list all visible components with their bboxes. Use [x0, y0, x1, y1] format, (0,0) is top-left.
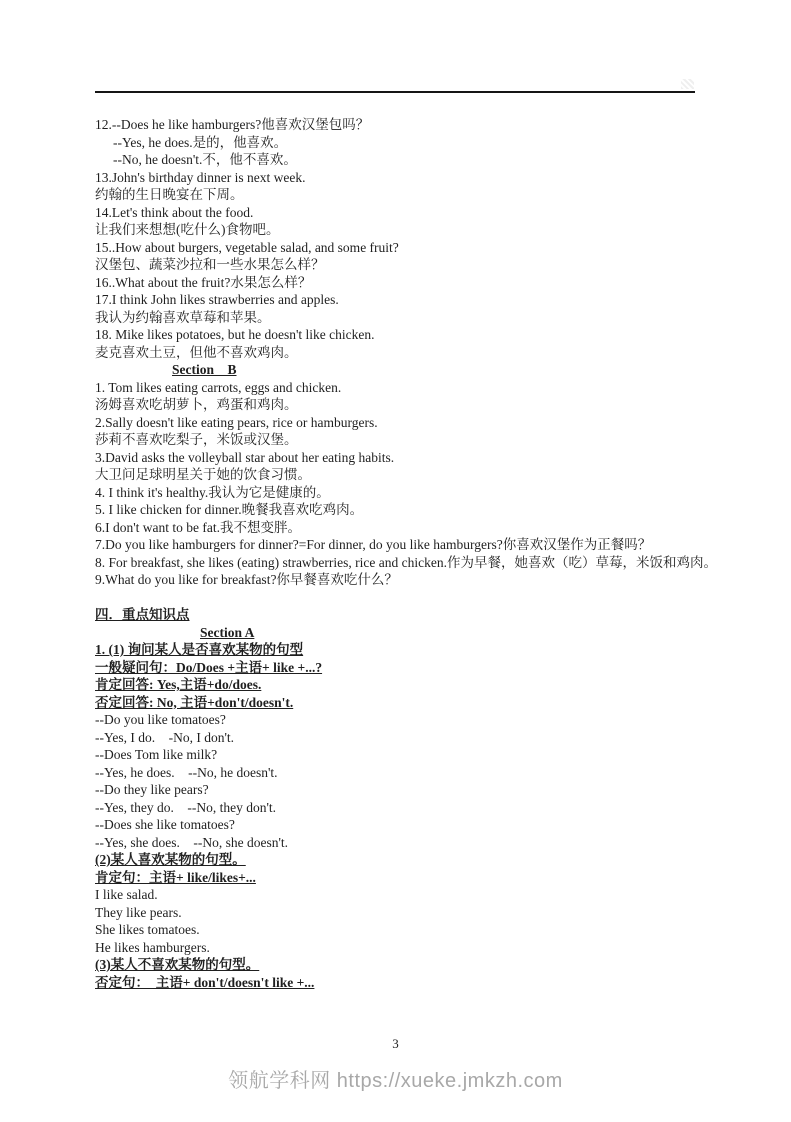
doc-line: 13.John's birthday dinner is next week.: [95, 169, 306, 185]
doc-line: 肯定回答: Yes,主语+do/does.: [95, 677, 262, 692]
doc-line: --Do you like tomatoes?: [95, 712, 226, 727]
doc-line: 9.What do you like for breakfast?你早餐喜欢吃什么？: [95, 572, 398, 587]
doc-line: 14.Let's think about the food.: [95, 204, 254, 220]
doc-line: --Does she like tomatoes?: [95, 817, 235, 832]
doc-line: 麦克喜欢土豆，但他不喜欢鸡肉。: [95, 344, 298, 360]
doc-line: 4. I think it's healthy.我认为它是健康的。: [95, 484, 330, 500]
watermark: 领航学科网 https://xueke.jmkzh.com: [228, 1070, 563, 1092]
doc-line: 大卫问足球明星关于她的饮食习惯。: [95, 467, 311, 482]
doc-line: 12.--Does he like hamburgers?他喜欢汉堡包吗？: [95, 117, 370, 132]
doc-line: 16..What about the fruit?水果怎么样？: [95, 274, 312, 290]
scan-artifact: [681, 79, 694, 89]
page-number: 3: [392, 1036, 399, 1051]
doc-line: 8. For breakfast, she likes (eating) strawberries, rice and chicken.作为早餐，她喜欢（吃）草莓，米饭和鸡肉。: [95, 554, 717, 570]
doc-line: 15..How about burgers, vegetable salad, and some fruit?: [95, 239, 399, 255]
doc-line: Section A: [200, 624, 255, 640]
doc-line: 1. (1) 询问某人是否喜欢某物的句型: [95, 642, 304, 657]
doc-line: 四．重点知识点: [95, 607, 190, 622]
doc-line: 汉堡包、蔬菜沙拉和一些水果怎么样？: [95, 257, 325, 272]
header-rule: [95, 91, 695, 93]
doc-line: 一般疑问句：Do/Does +主语+ like +...?: [95, 659, 323, 675]
doc-line: 否定回答: No, 主语+don't/doesn't.: [95, 694, 294, 710]
doc-line: 约翰的生日晚宴在下周。: [95, 187, 244, 202]
doc-line: 17.I think John likes strawberries and apples.: [95, 292, 339, 307]
doc-line: --Do they like pears?: [95, 782, 209, 797]
doc-line: --Does Tom like milk?: [95, 747, 218, 762]
doc-line: 让我们来想想(吃什么)食物吧。: [95, 222, 280, 237]
doc-line: --No, he doesn't.不，他不喜欢。: [113, 152, 297, 167]
document-lines: [95, 116, 715, 991]
doc-line: [95, 589, 715, 607]
doc-line: (2)某人喜欢某物的句型。: [95, 852, 246, 867]
doc-line: I like salad.: [95, 887, 158, 902]
doc-line: 7.Do you like hamburgers for dinner?=For dinner, do you like hamburgers?你喜欢汉堡作为正餐吗？: [95, 537, 652, 552]
doc-line: They like pears.: [95, 904, 182, 920]
doc-line: 18. Mike likes potatoes, but he doesn't like chicken.: [95, 327, 375, 342]
doc-line: 肯定句：主语+ like/likes+...: [95, 869, 256, 885]
doc-line: 否定句： 主语+ don't/doesn't like +...: [95, 974, 315, 990]
doc-line: --Yes, they do. --No, they don't.: [95, 799, 277, 815]
doc-line: He likes hamburgers.: [95, 939, 210, 955]
doc-line: --Yes, he does.是的，他喜欢。: [113, 134, 288, 150]
doc-line: 我认为约翰喜欢草莓和苹果。: [95, 309, 271, 325]
doc-line: She likes tomatoes.: [95, 922, 200, 937]
doc-line: 汤姆喜欢吃胡萝卜，鸡蛋和鸡肉。: [95, 397, 298, 412]
doc-line: 6.I don't want to be fat.我不想变胖。: [95, 519, 302, 535]
doc-line: 莎莉不喜欢吃梨子，米饭或汉堡。: [95, 432, 298, 447]
doc-line: (3)某人不喜欢某物的句型。: [95, 957, 260, 972]
doc-line: 3.David asks the volleyball star about her eating habits.: [95, 449, 395, 465]
doc-line: --Yes, she does. --No, she doesn't.: [95, 834, 289, 850]
doc-line: --Yes, he does. --No, he doesn't.: [95, 764, 278, 780]
doc-line: Section B: [172, 362, 237, 377]
doc-line: 2.Sally doesn't like eating pears, rice or hamburgers.: [95, 414, 378, 430]
doc-line: 5. I like chicken for dinner.晚餐我喜欢吃鸡肉。: [95, 502, 364, 517]
doc-line: 1. Tom likes eating carrots, eggs and chicken.: [95, 379, 342, 395]
doc-line: --Yes, I do. -No, I don't.: [95, 729, 235, 745]
